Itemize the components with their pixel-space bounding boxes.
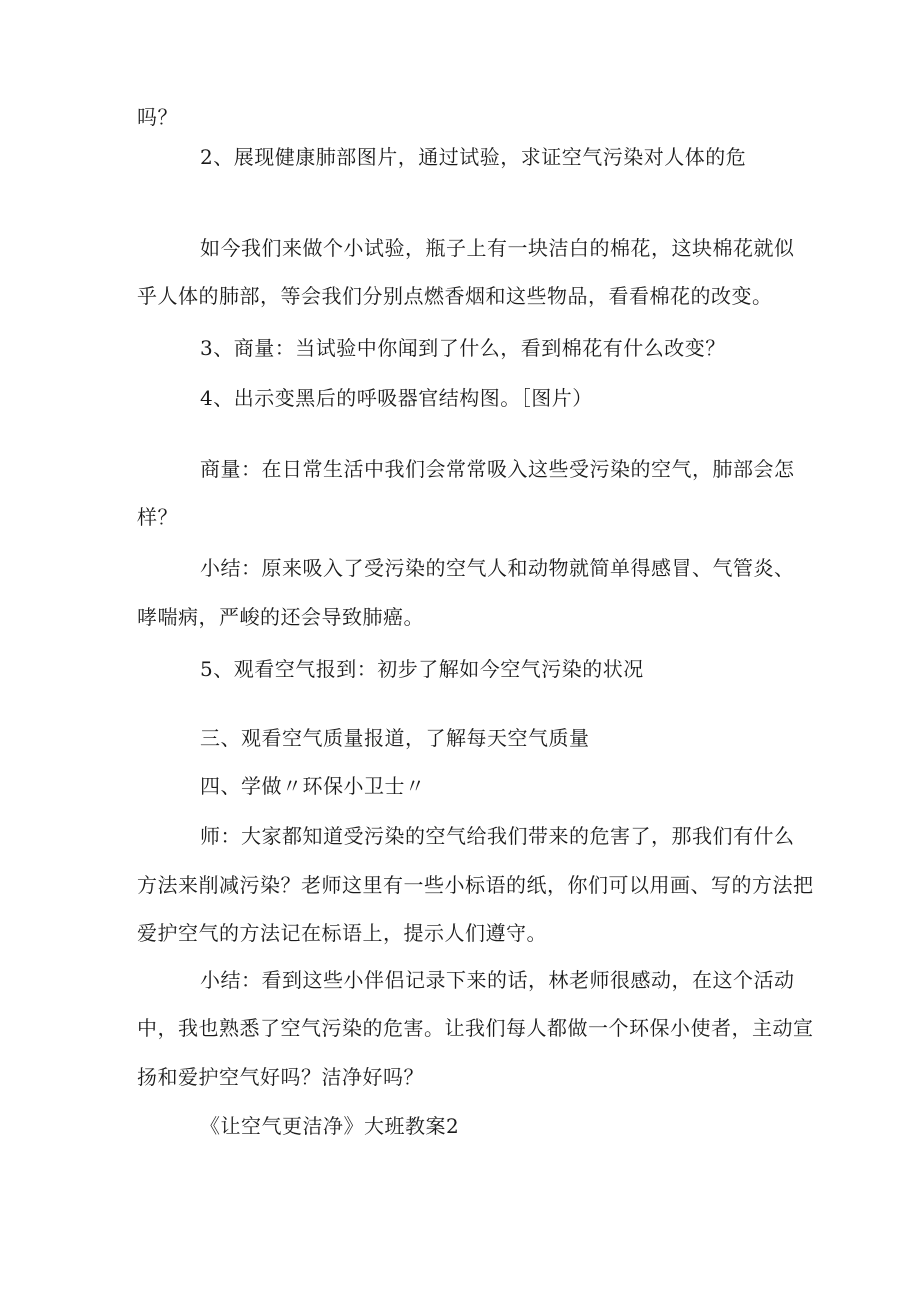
paragraph-line: 扬和爱护空气好吗？洁净好吗？ [137,1065,424,1089]
paragraph-line: 方法来削减污染？老师这里有一些小标语的纸，你们可以用画、写的方法把 [137,873,814,897]
paragraph-line: 师：大家都知道受污染的空气给我们带来的危害了，那我们有什么 [200,824,795,848]
paragraph-line: 吗？ [137,105,178,129]
paragraph-line: 4、出示变黑后的呼吸器官结构图。［图片） [200,386,593,410]
paragraph-line: 样？ [137,505,178,529]
paragraph-line: 如今我们来做个小试验，瓶子上有一块洁白的棉花，这块棉花就似 [200,236,795,260]
paragraph-line: 小结：原来吸入了受污染的空气人和动物就简单得感冒、气管炎、 [200,556,795,580]
paragraph-line: 爱护空气的方法记在标语上，提示人们遵守。 [137,921,547,945]
section-heading: 四、学做〃环保小卫士〃 [200,774,426,798]
paragraph-line: 中，我也熟悉了空气污染的危害。让我们每人都做一个环保小使者，主动宣 [137,1016,814,1040]
paragraph-line: 5、观看空气报到：初步了解如今空气污染的状况 [200,657,644,681]
paragraph-line: 小结：看到这些小伴侣记录下来的话，林老师很感动，在这个活动 [200,968,795,992]
document-title: 《让空气更洁净》大班教案2 [200,1114,460,1138]
paragraph-line: 2、展现健康肺部图片，通过试验，求证空气污染对人体的危 [200,145,747,169]
paragraph-line: 乎人体的肺部，等会我们分别点燃香烟和这些物品，看看棉花的改变。 [137,284,773,308]
paragraph-line: 哮喘病，严峻的还会导致肺癌。 [137,605,424,629]
paragraph-line: 商量：在日常生活中我们会常常吸入这些受污染的空气，肺部会怎 [200,457,795,481]
section-heading: 三、观看空气质量报道，了解每天空气质量 [200,726,590,750]
paragraph-line: 3、商量：当试验中你闻到了什么，看到棉花有什么改变？ [200,336,726,360]
